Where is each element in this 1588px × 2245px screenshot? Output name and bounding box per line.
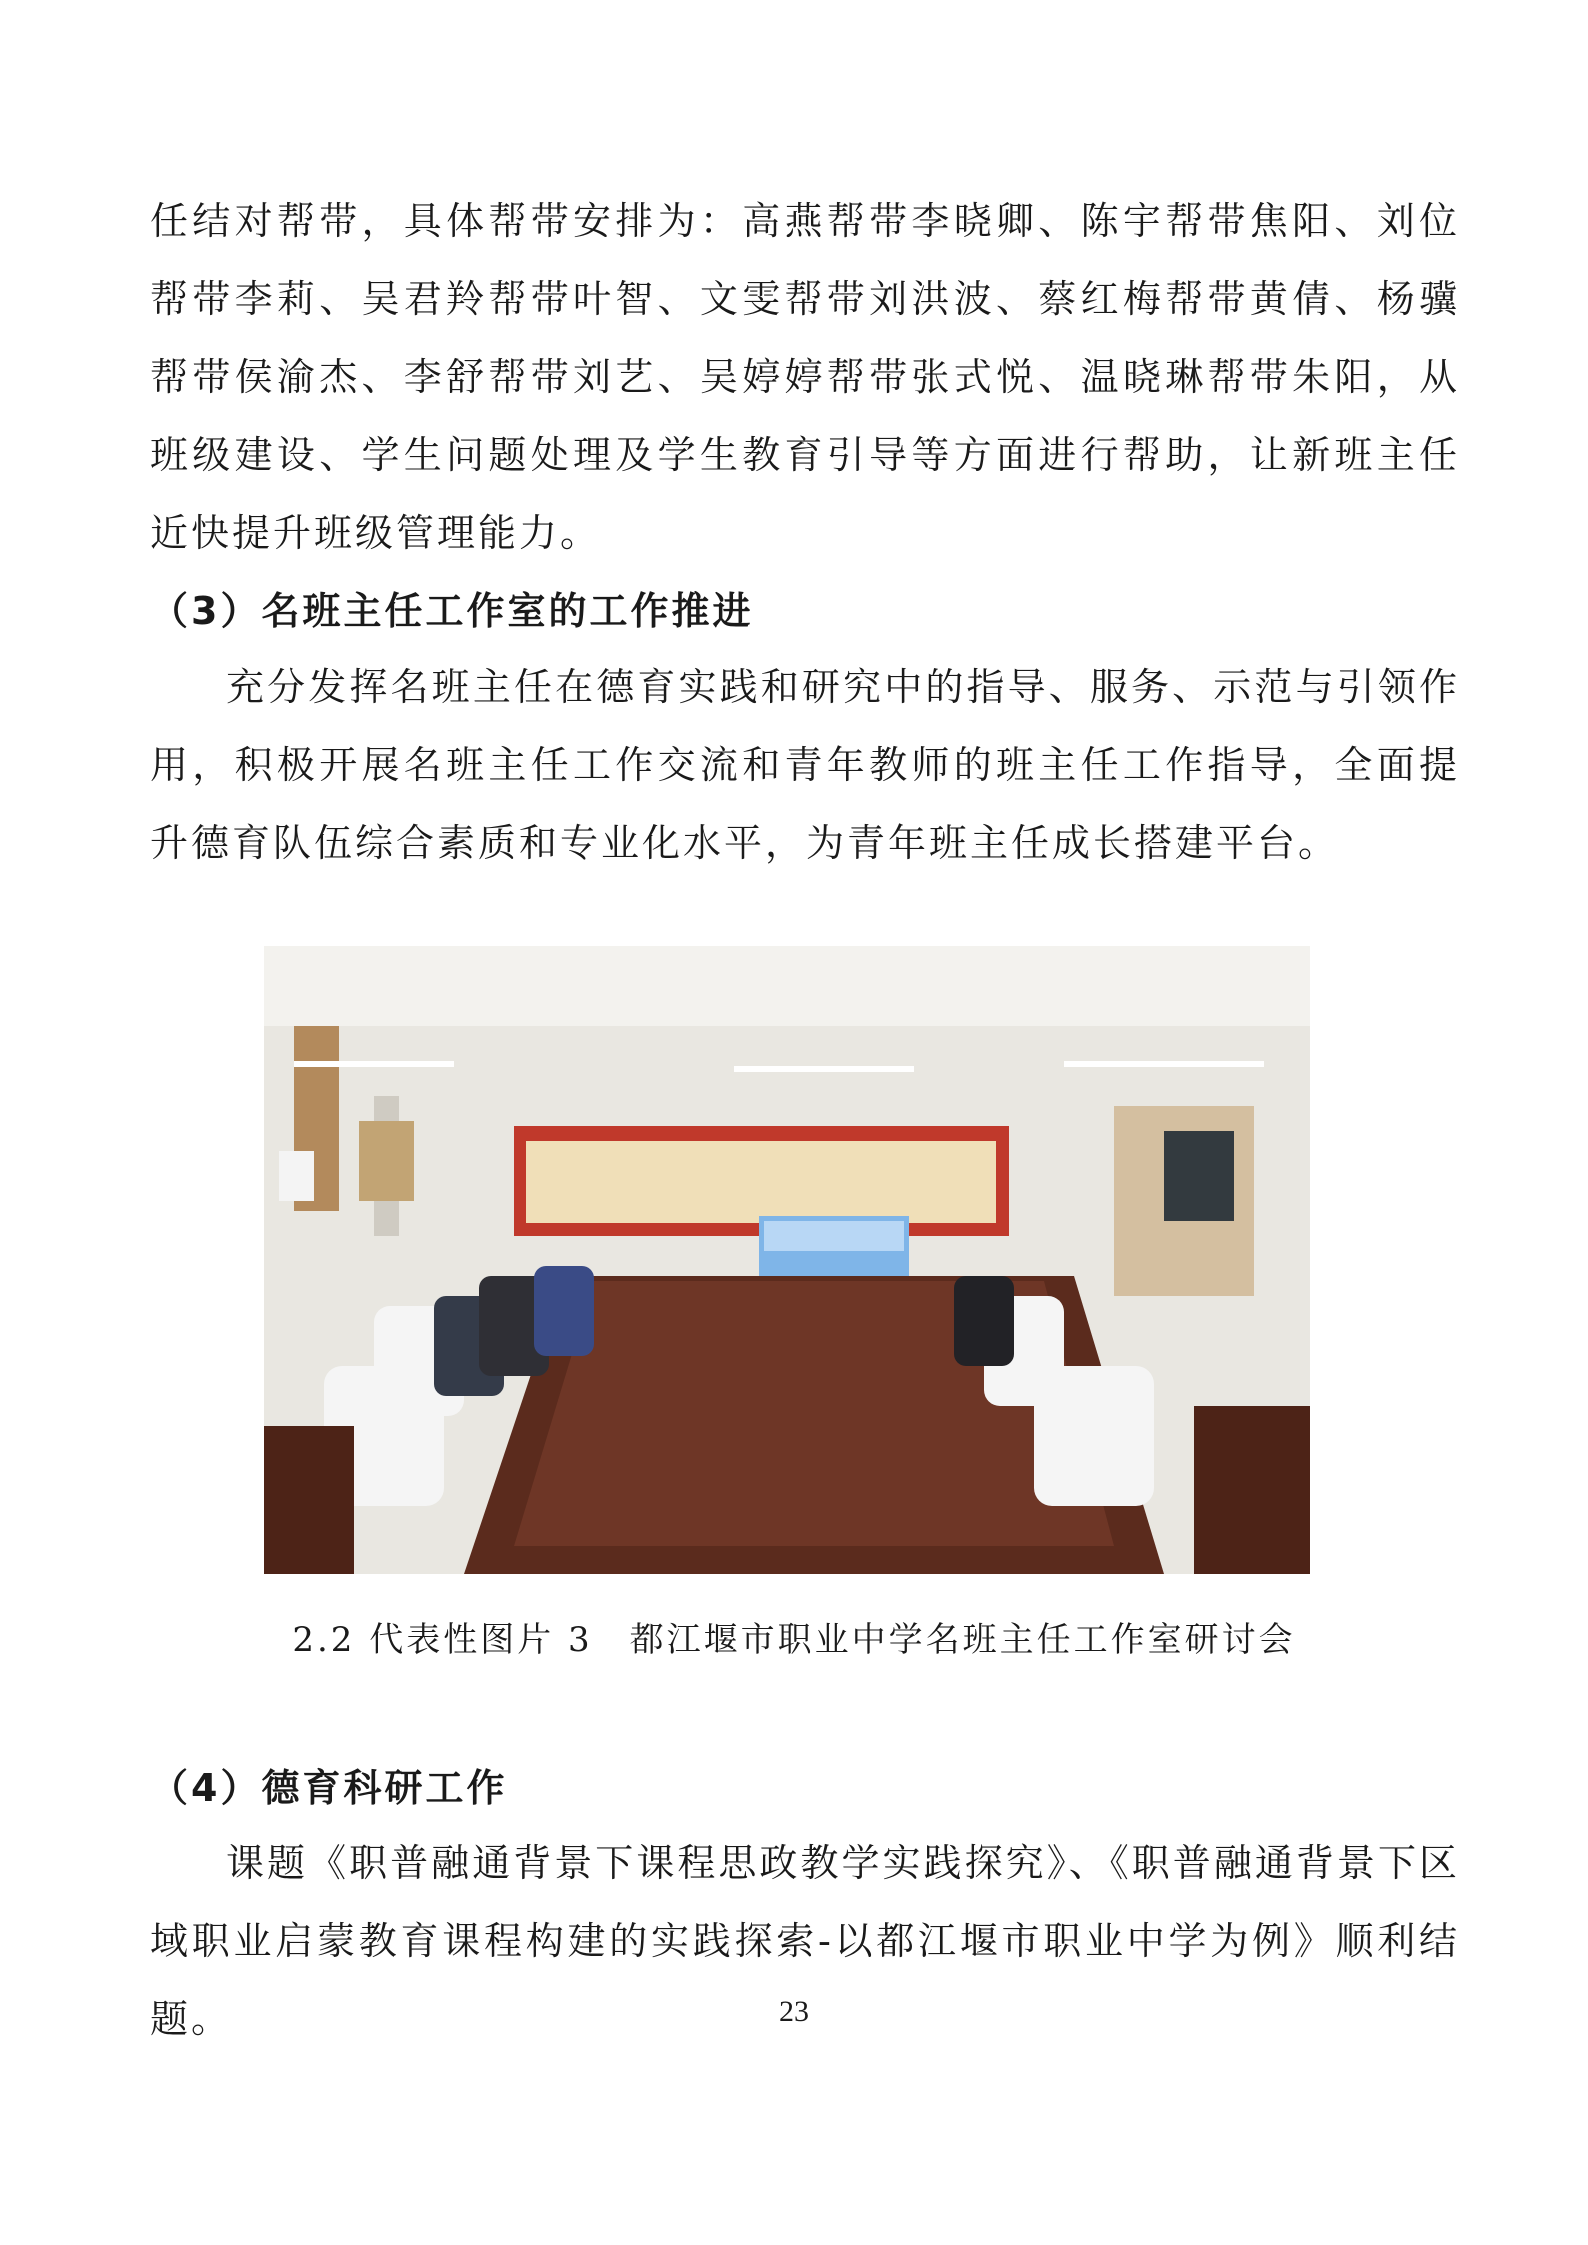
section-heading-3: （3）名班主任工作室的工作推进 [150, 589, 754, 633]
paragraph-research-work: 课题《职普融通背景下课程思政教学实践探究》、《职普融通背景下区域职业启蒙教育课程构建的实践探索-以都江堰市职业中学为例》顺利结题。 [150, 1841, 1460, 2041]
paragraph-pairing-arrangement: 任结对帮带，具体帮带安排为：高燕帮带李晓卿、陈宇帮带焦阳、刘位帮带李莉、吴君羚帮带叶智、文雯帮带刘洪波、蔡红梅帮带黄倩、杨骥帮带侯渝杰、李舒帮带刘艺、吴婷婷帮带张式悦、温晓琳帮带朱阳，从班级建设、学生问题处理及学生教育引导等方面进行帮助，让新班主任近快提升班级管理能力。 [150, 199, 1460, 555]
page-number: 23 [779, 1995, 809, 2028]
meeting-photo [264, 946, 1310, 1574]
figure-caption: 2.2 代表性图片 3 都江堰市职业中学名班主任工作室研讨会 [292, 1620, 1296, 1660]
paragraph-studio-work: 充分发挥名班主任在德育实践和研究中的指导、服务、示范与引领作用，积极开展名班主任工作交流和青年教师的班主任工作指导，全面提升德育队伍综合素质和专业化水平，为青年班主任成长搭建平台。 [150, 665, 1460, 865]
section-heading-4: （4）德育科研工作 [150, 1766, 508, 1810]
